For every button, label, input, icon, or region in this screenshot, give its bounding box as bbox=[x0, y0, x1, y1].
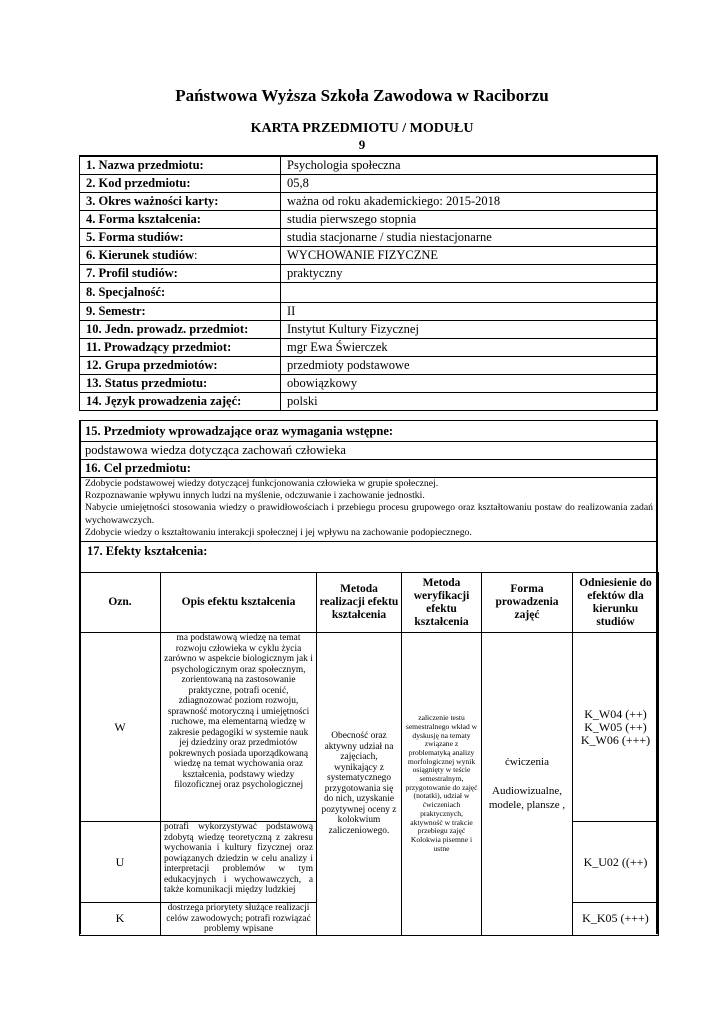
col-header-ozn: Ozn. bbox=[80, 573, 161, 633]
info-label bbox=[80, 247, 281, 265]
col-header-metoda-weryfikacji: Metoda weryfikacji efektu kształcenia bbox=[402, 573, 482, 633]
info-value: 05,8 bbox=[281, 175, 658, 193]
info-value: obowiązkowy bbox=[281, 375, 658, 393]
row-references-w bbox=[573, 633, 659, 822]
info-row bbox=[80, 265, 658, 283]
divider bbox=[79, 459, 658, 460]
info-label-text: 11. Prowadzący przedmiot: bbox=[86, 340, 232, 354]
row-description-k: dostrzega priorytety służące realizacji celów zawodowych; potrafi rozwiązać problemy wpisane bbox=[161, 903, 317, 936]
info-label-text: 7. Profil studiów: bbox=[86, 266, 178, 280]
info-row bbox=[80, 156, 658, 175]
info-row bbox=[80, 357, 658, 375]
info-label bbox=[80, 175, 281, 193]
card-title: KARTA PRZEDMIOTU / MODUŁU bbox=[250, 121, 474, 136]
realization-method: Obecność oraz aktywny udział na zajęciach, wynikający z systematycznego przygotowania się do nich, uzyskanie pozytywnej oceny z kolokwium zaliczeniowego. bbox=[317, 633, 402, 936]
info-label bbox=[80, 357, 281, 375]
info-label-text: 10. Jedn. prowadz. przedmiot: bbox=[86, 322, 249, 336]
goal-line: Nabycie umiejętności stosowania wiedzy o prawidłowościach i przebiegu procesu grupowego oraz kształtowaniu postaw do realizowania zadań wychowawczych. bbox=[85, 502, 653, 526]
info-value: ważna od roku akademickiego: 2015-2018 bbox=[281, 193, 658, 211]
info-label bbox=[80, 193, 281, 211]
info-value: studia pierwszego stopnia bbox=[281, 211, 658, 229]
info-value: WYCHOWANIE FIZYCZNE bbox=[281, 247, 658, 265]
info-row bbox=[80, 321, 658, 339]
learning-outcomes-table bbox=[79, 572, 659, 936]
info-label-text: 4. Forma kształcenia: bbox=[86, 212, 201, 226]
info-row bbox=[80, 283, 658, 303]
info-label bbox=[80, 393, 281, 411]
info-row bbox=[80, 393, 658, 411]
reference-code: K_K05 (+++) bbox=[582, 911, 649, 926]
goal-line: Rozpoznawanie wpływu innych ludzi na myślenie, odczuwanie i zachowanie jednostki. bbox=[85, 490, 425, 502]
verification-method: zaliczenie testu semestralnego wkład w dyskusję na tematy związane z problematyką analizy morfologicznej wynik osiągnięty w teście semestralnym, przygotowanie do zajęć (notatki), udział w ćwiczeniach praktycznych, aktywność w trakcie przebiegu zajęć Kolokwia pisemne i ustne bbox=[402, 633, 482, 936]
divider bbox=[79, 441, 658, 442]
info-label bbox=[80, 211, 281, 229]
col-header-opis: Opis efektu kształcenia bbox=[161, 573, 317, 633]
info-label bbox=[80, 283, 281, 303]
col-header-forma: Forma prowadzenia zajęć bbox=[482, 573, 573, 633]
info-label-text: 14. Język prowadzenia zajęć: bbox=[86, 394, 242, 408]
info-label-text: 1. Nazwa przedmiotu: bbox=[86, 158, 204, 172]
class-form-type: ćwiczenia bbox=[505, 755, 549, 768]
reference-code: K_W04 (++) bbox=[584, 706, 647, 721]
section16-heading: 16. Cel przedmiotu: bbox=[85, 461, 191, 475]
row-code-w: W bbox=[80, 633, 161, 822]
col-header-odniesienie: Odniesienie do efektów dla kierunku studiów bbox=[573, 573, 659, 633]
divider bbox=[79, 541, 658, 542]
info-row bbox=[80, 247, 658, 265]
info-label-text: 2. Kod przedmiotu: bbox=[86, 176, 191, 190]
section15-text: podstawowa wiedza dotycząca zachowań człowieka bbox=[85, 443, 346, 457]
course-info-table bbox=[79, 155, 658, 411]
goal-line: Zdobycie podstawowej wiedzy dotyczącej funkcjonowania człowieka w grupie społecznej. bbox=[85, 478, 439, 489]
reference-code: K_W06 (+++) bbox=[580, 732, 651, 747]
row-description-w: ma podstawową wiedzę na temat rozwoju człowieka w cyklu życia zarówno w aspekcie biologicznym jak i psychologicznym oraz społecznym, zorientowaną na zastosowanie praktyczne, potrafi ocenić, zdiagnozować poziom rozwoju, sprawność motoryczną i umiejętności ruchowe, ma elementarną wiedzę w zakresie pedagogiki w systemie nauk jej dziedziny oraz przedmiotów pokrewnych posiada uporządkowaną wiedzę na temat wychowania oraz kształcenia, podstawy wiedzy filozoficznej oraz psychologicznej bbox=[161, 633, 317, 822]
col-header-metoda-realizacji: Metoda realizacji efektu kształcenia bbox=[317, 573, 402, 633]
info-row bbox=[80, 375, 658, 393]
institution-title: Państwowa Wyższa Szkoła Zawodowa w Raciborzu bbox=[175, 86, 549, 105]
goal-text bbox=[85, 478, 653, 539]
info-row bbox=[80, 211, 658, 229]
info-row bbox=[80, 339, 658, 357]
info-row bbox=[80, 303, 658, 321]
info-value: studia stacjonarne / studia niestacjonarne bbox=[281, 229, 658, 247]
info-value: polski bbox=[281, 393, 658, 411]
class-form bbox=[482, 633, 573, 936]
row-references-u bbox=[573, 822, 659, 903]
info-label-text: 5. Forma studiów: bbox=[86, 230, 184, 244]
info-label-text: 8. Specjalność: bbox=[86, 285, 166, 299]
info-row bbox=[80, 175, 658, 193]
info-label bbox=[80, 303, 281, 321]
info-value bbox=[281, 283, 658, 303]
info-label bbox=[80, 229, 281, 247]
info-label-suffix: : bbox=[194, 248, 198, 262]
info-label-text: 9. Semestr: bbox=[86, 304, 146, 318]
divider bbox=[79, 420, 658, 421]
info-label-text: 13. Status przedmiotu: bbox=[86, 376, 208, 390]
row-description-u: potrafi wykorzystywać podstawową zdobytą wiedzę teoretyczną z zakresu wychowania i kultury fizycznej oraz powiązanych dziedzin w celu analizy i interpretacji problemów w tym edukacyjnych i wychowawczych, a także komunikacji między ludzkiej bbox=[161, 822, 317, 903]
section15-heading: 15. Przedmioty wprowadzające oraz wymagania wstępne: bbox=[85, 424, 394, 438]
info-row bbox=[80, 229, 658, 247]
info-label-text: 12. Grupa przedmiotów: bbox=[86, 358, 218, 372]
info-label bbox=[80, 321, 281, 339]
goal-line: Zdobycie wiedzy o kształtowaniu interakcji społecznej i jej wpływu na zachowanie podopiecznego. bbox=[85, 526, 472, 538]
info-value: II bbox=[281, 303, 658, 321]
reference-code: K_W05 (++) bbox=[584, 719, 647, 734]
class-form-aids: Audiowizualne, modele, plansze , bbox=[488, 785, 566, 811]
info-value: mgr Ewa Świerczek bbox=[281, 339, 658, 357]
section17-heading: 17. Efekty kształcenia: bbox=[87, 544, 208, 558]
info-value: przedmioty podstawowe bbox=[281, 357, 658, 375]
info-label-text: 3. Okres ważności karty: bbox=[86, 194, 219, 208]
info-row bbox=[80, 193, 658, 211]
row-code-u: U bbox=[80, 822, 161, 903]
info-label bbox=[80, 265, 281, 283]
row-references-k bbox=[573, 903, 659, 936]
info-label bbox=[80, 156, 281, 175]
info-label-text: 6. Kierunek studiów bbox=[86, 248, 195, 262]
reference-code: K_U02 ((++) bbox=[583, 854, 648, 869]
info-label bbox=[80, 339, 281, 357]
row-code-k: K bbox=[80, 903, 161, 936]
info-value: Psychologia społeczna bbox=[281, 156, 658, 175]
info-label bbox=[80, 375, 281, 393]
card-number: 9 bbox=[358, 137, 366, 152]
info-value: praktyczny bbox=[281, 265, 658, 283]
info-value: Instytut Kultury Fizycznej bbox=[281, 321, 658, 339]
